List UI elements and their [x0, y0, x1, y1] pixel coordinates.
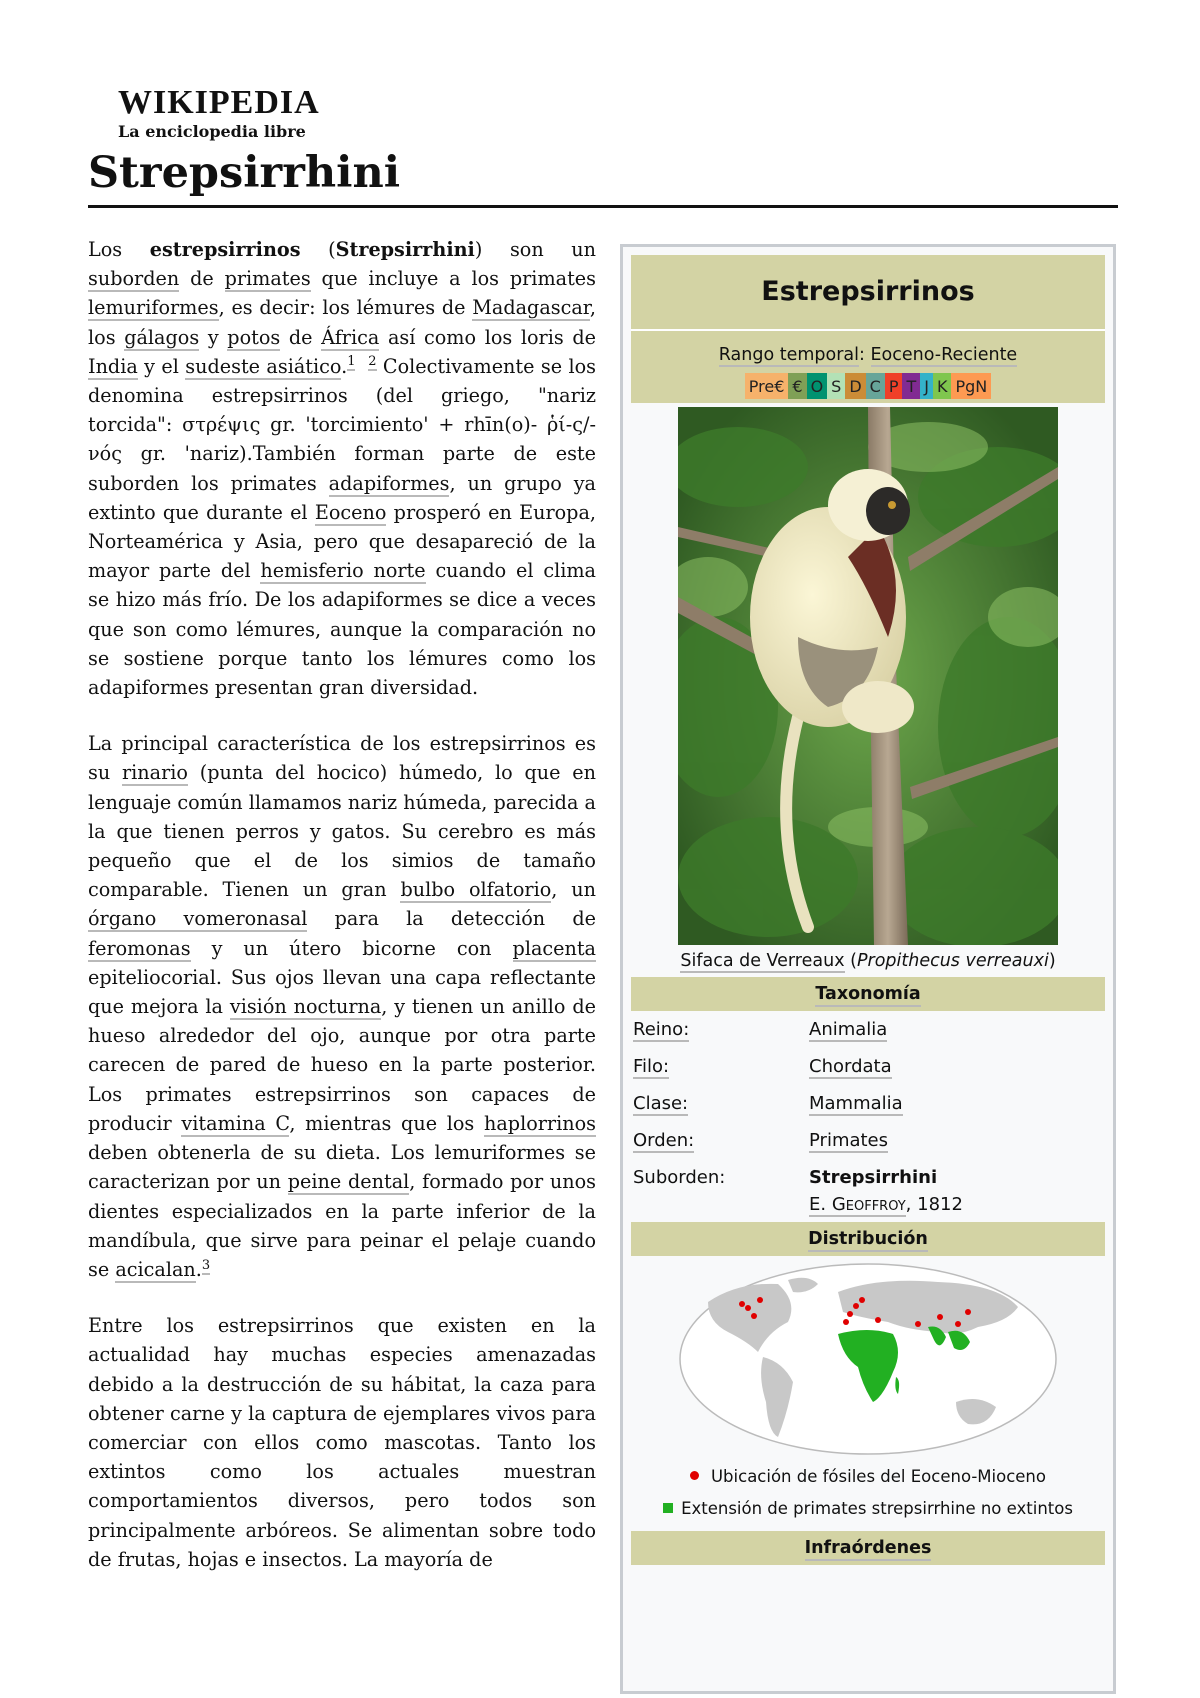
legend-extant-label: Extensión de primates strepsirrhine no extintos [681, 1499, 1073, 1518]
taxobox [620, 244, 1116, 1694]
geologic-timeline [631, 373, 1105, 399]
taxonomy-header[interactable] [631, 977, 1105, 1011]
link-rango-temporal[interactable]: Rango temporal [718, 345, 860, 365]
text-run: ( [844, 951, 857, 971]
taxon-authority [631, 1190, 1105, 1220]
link-adapiformes[interactable]: adapiformes [328, 471, 450, 495]
text-run: prosperó en Europa, Norteamérica y Asia, pero que desapareció de la mayor parte del [88, 500, 597, 583]
text-run: ) [1048, 951, 1056, 971]
taxonomy-header-label: Taxonomía [815, 984, 920, 1007]
text-run: y un útero bicorne con [190, 936, 513, 960]
text-run: (punta del hocico) húmedo, lo que en lenguaje común llamamos nariz húmeda, parecida a la que tienen perros y gatos. Su cerebro es más pequeño que el de los simios de tamaño comparable. Tienen un gran [88, 761, 596, 902]
text-run: . [195, 1257, 202, 1281]
text-run: , los [88, 296, 596, 349]
timeline-period[interactable]: PgN [951, 373, 991, 399]
link-potos[interactable]: potos [227, 325, 281, 349]
reference-1[interactable]: 1 [347, 354, 356, 370]
sifaka-photo[interactable] [678, 407, 1058, 945]
timeline-period[interactable]: S [827, 373, 845, 399]
rank-link[interactable]: Clase: [633, 1093, 689, 1114]
taxonomy-row [631, 1048, 1105, 1085]
link-acicalan[interactable]: acicalan [115, 1257, 196, 1281]
world-map-illustration [678, 1262, 1058, 1457]
infraorders-header[interactable] [631, 1531, 1105, 1565]
distribution-header[interactable] [631, 1222, 1105, 1256]
green-square-icon [663, 1503, 673, 1513]
link-feromonas[interactable]: feromonas [88, 936, 191, 960]
wikipedia-wordmark: WIKIPEDIA [118, 84, 320, 121]
article-paragraph [88, 235, 596, 702]
legend-fossil [631, 1461, 1105, 1493]
text-run: , es decir: los lémures de [218, 296, 473, 320]
text-run: y [199, 325, 228, 349]
legend-fossil-label: Ubicación de fósiles del Eoceno-Mioceno [710, 1467, 1046, 1486]
link-galagos[interactable]: gálagos [124, 325, 200, 349]
scientific-name: Propithecus verreauxi [856, 951, 1049, 971]
taxon-link[interactable]: Primates [809, 1130, 889, 1151]
taxonomy-row [631, 1122, 1105, 1159]
text-run: , formado por unos dientes especializados en la parte inferior de la mandíbula, que sirve para peinar el pelaje cuando se [88, 1170, 597, 1281]
page-title: Strepsirrhini [88, 148, 401, 198]
link-peine-dental[interactable]: peine dental [287, 1170, 410, 1194]
temporal-range-label [631, 345, 1105, 365]
rank-link[interactable]: Filo: [633, 1056, 670, 1077]
article-body [88, 235, 596, 1601]
distribution-header-label: Distribución [808, 1229, 928, 1252]
text-run: . [341, 354, 348, 378]
timeline-period[interactable]: D [845, 373, 865, 399]
link-africa[interactable]: África [321, 325, 380, 349]
taxon-link[interactable]: Chordata [809, 1056, 892, 1077]
rank-link[interactable]: Reino: [633, 1019, 690, 1040]
article-paragraph [88, 729, 596, 1284]
link-rinario[interactable]: rinario [121, 761, 188, 785]
wikipedia-tagline: La enciclopedia libre [118, 122, 306, 141]
distribution-map[interactable] [678, 1262, 1058, 1457]
text-run: ( [300, 238, 336, 261]
text-run: que incluye a los primates [310, 267, 596, 291]
link-primates[interactable]: primates [224, 267, 311, 291]
bold-term: estrepsirrinos [149, 238, 301, 261]
link-vision-nocturna[interactable]: visión nocturna [229, 995, 382, 1019]
taxonomy-table [631, 1011, 1105, 1220]
link-eoceno-reciente[interactable]: Eoceno-Reciente [870, 345, 1018, 365]
text-run: Entre los estrepsirrinos que existen en la actualidad hay muchas especies amenazadas debido a la destrucción de su hábitat, la caza para obtener carne y la captura de ejemplares vivos para comerciar con ellos como mascotas. Tanto los extintos como los actuales muestran comportamientos diversos, pero todos son principalmente arbóreos. Se alimentan sobre todo de frutas, hojas e insectos. La mayoría de [88, 1314, 596, 1571]
text-run: , mientras que los [289, 1111, 484, 1135]
link-sudeste-asiatico[interactable]: sudeste asiático [185, 354, 342, 378]
authority-year: , 1812 [905, 1194, 963, 1215]
map-legend [631, 1461, 1105, 1525]
reference-3[interactable]: 3 [201, 1257, 211, 1273]
text-run: deben obtenerla de su dieta. Los lemuriformes se caracterizan por un [88, 1141, 596, 1194]
link-vitamina-c[interactable]: vitamina C [181, 1111, 290, 1135]
text-run: Colectivamente se los denomina estrepsirrinos (del griego, "nariz torcida": στρέψις gr. 'torcimiento' + rhīn(o)- ῥί-ς/-νός gr. 'nariz).También forman parte de este suborden los primates [88, 354, 596, 495]
figure-caption [631, 951, 1105, 971]
timeline-period[interactable]: P [885, 373, 903, 399]
taxon-link[interactable]: Mammalia [809, 1093, 903, 1114]
timeline-period[interactable]: O [807, 373, 828, 399]
text-run: , un [551, 878, 596, 902]
timeline-period[interactable]: € [788, 373, 806, 399]
link-madagascar[interactable]: Madagascar [472, 296, 590, 320]
taxonomy-row [631, 1011, 1105, 1048]
temporal-range [631, 331, 1105, 403]
sifaka-illustration [678, 407, 1058, 945]
text-run: cuando el clima se hizo más frío. De los adapiformes se dice a veces que son como lémures, aunque la comparación no se sostiene porque tanto los lémures como los adapiformes presentan gran diversidad. [88, 559, 596, 700]
link-lemuriformes[interactable]: lemuriformes [88, 296, 219, 320]
link-india[interactable]: India [88, 354, 138, 378]
article-paragraph [88, 1311, 596, 1574]
text-run: de [179, 267, 225, 291]
timeline-period[interactable]: C [866, 373, 885, 399]
legend-extant [631, 1493, 1105, 1525]
red-dot-icon [690, 1471, 699, 1480]
text-run: , y tienen un anillo de hueso alrededor del ojo, aunque por otra parte carecen de pared de hueso en la parte posterior. Los primates estrepsirrinos son capaces de producir [88, 995, 596, 1135]
text-run: para la detección de [307, 907, 596, 931]
timeline-period[interactable]: J [920, 373, 933, 399]
reference-2[interactable]: 2 [368, 354, 377, 370]
infraorders-header-label: Infraórdenes [805, 1538, 932, 1561]
timeline-period[interactable]: K [933, 373, 952, 399]
link-author[interactable]: E. Geoffroy [809, 1194, 906, 1215]
taxobox-title: Estrepsirrinos [631, 255, 1105, 331]
link-sifaca-de-verreaux[interactable]: Sifaca de Verreaux [680, 951, 845, 971]
link-organo-vomeronasal[interactable]: órgano vomeronasal [88, 907, 308, 931]
title-divider [88, 205, 1118, 208]
text-run: Los [88, 238, 150, 261]
text-run: así como los loris de [379, 325, 596, 349]
text-run: La principal característica de los estrepsirrinos es su [88, 732, 596, 785]
text-run: , un grupo ya extinto que durante el [88, 471, 596, 524]
link-eoceno[interactable]: Eoceno [314, 500, 387, 524]
taxobox-figure [631, 403, 1105, 971]
link-bulbo-olfatorio[interactable]: bulbo olfatorio [400, 878, 552, 902]
link-placenta[interactable]: placenta [512, 936, 596, 960]
rank-label: Suborden: [633, 1167, 726, 1188]
text-run: : [859, 345, 871, 365]
taxon-name-current: Strepsirrhini [809, 1167, 938, 1188]
text-run: ) son un [474, 238, 597, 261]
link-suborden[interactable]: suborden [88, 267, 180, 291]
bold-term: Strepsirrhini [335, 238, 475, 261]
text-run: epiteliocorial. Sus ojos llevan una capa reflectante que mejora la [88, 965, 596, 1019]
text-run: y el [137, 354, 186, 378]
taxon-link[interactable]: Animalia [809, 1019, 888, 1040]
wikipedia-logo[interactable] [118, 86, 320, 141]
link-haplorrinos[interactable]: haplorrinos [483, 1111, 596, 1135]
taxonomy-row [631, 1085, 1105, 1122]
text-run: de [280, 325, 322, 349]
timeline-period[interactable]: T [902, 373, 920, 399]
link-hemisferio-norte[interactable]: hemisferio norte [260, 559, 426, 583]
timeline-period[interactable]: Pre€ [745, 373, 789, 399]
rank-link[interactable]: Orden: [633, 1130, 695, 1151]
